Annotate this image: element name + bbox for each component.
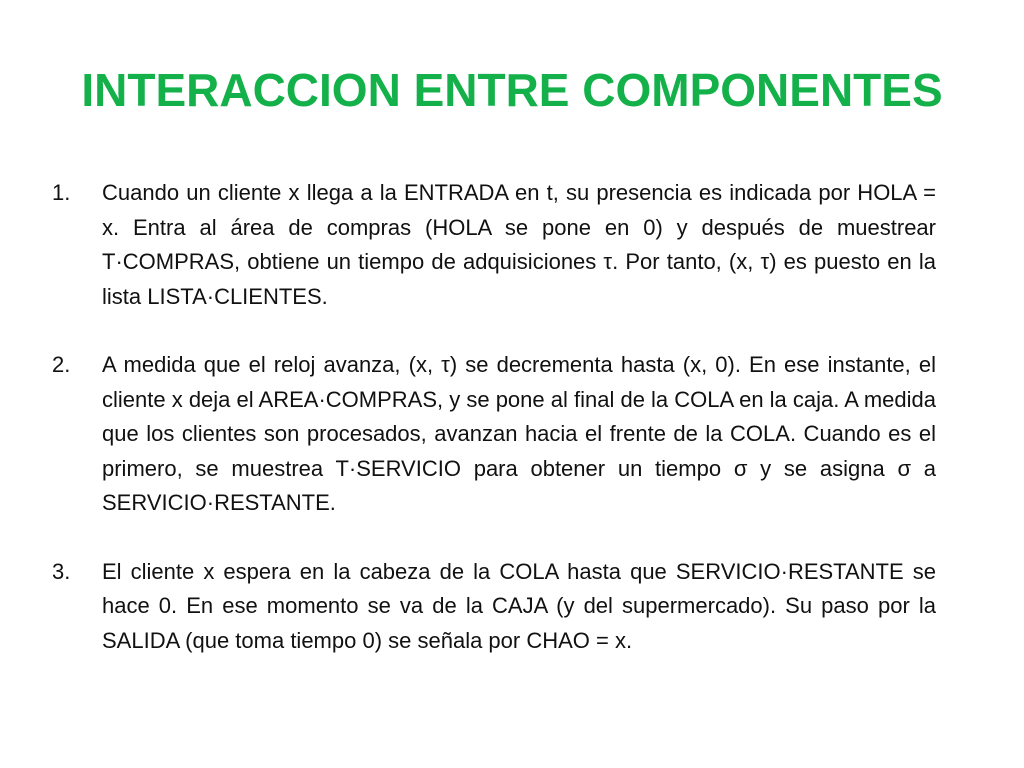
list-item-1: [52, 176, 936, 314]
list-item-2: [52, 348, 936, 521]
list-item-number: 1.: [52, 180, 71, 205]
list-item-3: [52, 555, 936, 659]
list-item-text: A medida que el reloj avanza, (x, τ) se decrementa hasta (x, 0). En ese instante, el cliente x deja el AREA·COMPRAS, y se pone al final de la COLA en la caja. A medida que los clientes son procesados, avanzan hacia el frente de la COLA. Cuando es el primero, se muestrea T·SERVICIO para obtener un tiempo σ y se asigna σ a SERVICIO·RESTANTE.: [102, 352, 937, 515]
list-item-number: 3.: [52, 558, 71, 584]
list-item-text: Cuando un cliente x llega a la ENTRADA en t, su presencia es indicada por HOLA = x. Entra al área de compras (HOLA se pone en 0) y después de muestrear T·COMPRAS, obtiene un tiempo de adquisiciones τ. Por tanto, (x, τ) es puesto en la lista LISTA·CLIENTES.: [102, 180, 936, 309]
page-title: INTERACCION ENTRE COMPONENTES: [81, 64, 943, 116]
numbered-list: [52, 176, 936, 692]
list-item-text: El cliente x espera en la cabeza de la COLA hasta que SERVICIO·RESTANTE se hace 0. En ese momento se va de la CAJA (y del supermercado). Su paso por la SALIDA (que toma tiempo 0) se señala por CHAO = x.: [102, 558, 936, 653]
list-item-number: 2.: [52, 352, 71, 377]
